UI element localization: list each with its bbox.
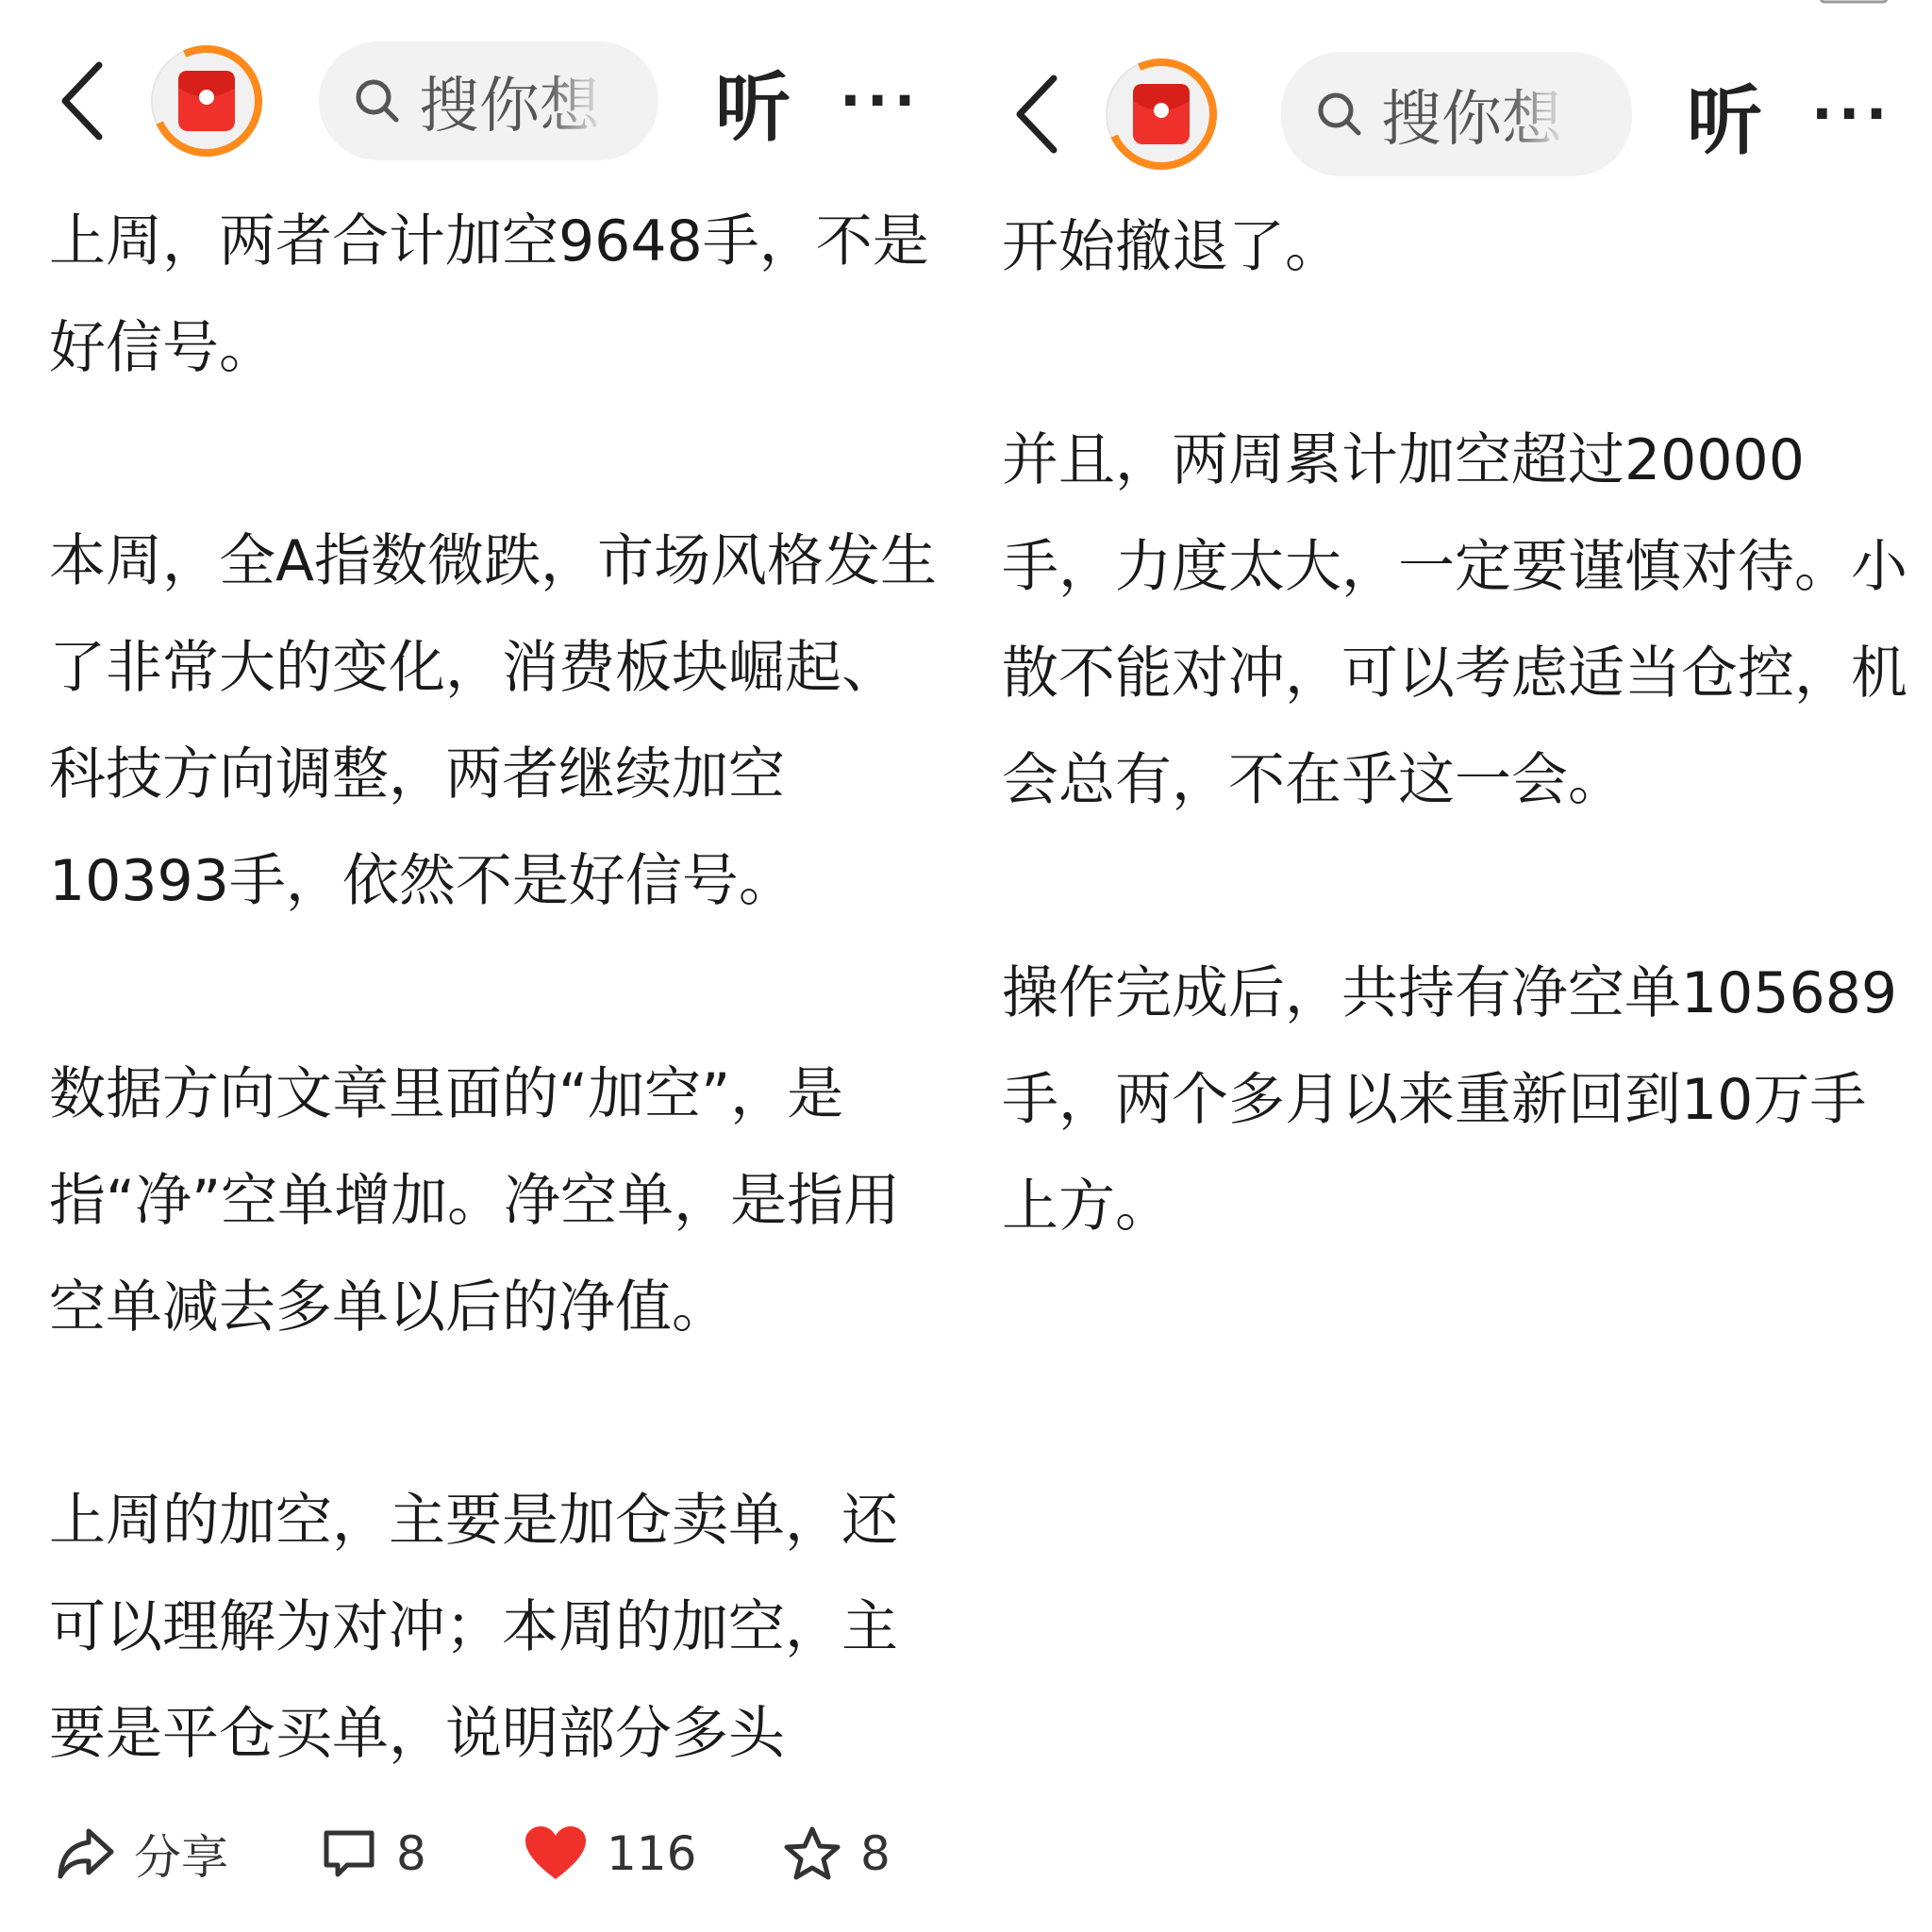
article-paragraph: 操作完成后，共持有净空单105689手，两个多月以来重新回到10万手上方。	[1002, 960, 1898, 1240]
status-bar-icons	[1019, 0, 1924, 9]
like-button[interactable]	[524, 1807, 696, 1901]
more-options-button[interactable]: ···	[1811, 81, 1893, 147]
search-box[interactable]	[319, 42, 658, 160]
top-nav-bar	[962, 43, 1932, 185]
avatar[interactable]	[1106, 58, 1217, 170]
search-icon	[353, 76, 402, 125]
right-phone-screen	[962, 0, 1932, 1932]
listen-button[interactable]: 听	[1687, 76, 1762, 165]
search-icon	[1315, 90, 1364, 139]
favorite-count: 8	[860, 1826, 891, 1881]
more-options-button[interactable]: ···	[840, 68, 922, 134]
article-body	[49, 189, 940, 1894]
progress-ring	[1090, 42, 1232, 185]
share-label: 分享	[134, 1830, 228, 1885]
comment-count: 8	[396, 1826, 426, 1881]
like-count: 116	[607, 1826, 697, 1881]
article-paragraph: 本周，全A指数微跌，市场风格发生了非常大的变化，消费板块崛起、科技方向调整，两者继续加空10393手，依然不是好信号。	[49, 528, 938, 914]
article-paragraph: 上周的加空，主要是加仓卖单，还可以理解为对冲；本周的加空，主要是平仓买单，说明部分多头	[49, 1488, 898, 1767]
search-placeholder: 搜你想	[1381, 71, 1562, 158]
progress-ring	[135, 29, 277, 172]
article-paragraph: 开始撤退了。	[1002, 214, 1341, 280]
article-body	[1002, 194, 1909, 1367]
article-paragraph: 上周，两者合计加空9648手，不是好信号。	[49, 208, 929, 381]
favorite-button[interactable]	[783, 1807, 891, 1901]
article-paragraph: 并且，两周累计加空超过20000手，力度太大，一定要谨慎对待。小散不能对冲，可以考虑适当仓控，机会总有，不在乎这一会。	[1002, 427, 1907, 813]
back-button[interactable]	[1008, 72, 1064, 157]
comment-button[interactable]	[321, 1807, 426, 1901]
top-nav-bar	[0, 30, 962, 172]
avatar[interactable]	[151, 45, 262, 157]
search-placeholder: 搜你想	[419, 58, 600, 144]
back-button[interactable]	[53, 58, 109, 143]
heart-icon	[524, 1824, 588, 1883]
status-bar	[1019, 0, 1904, 9]
left-phone-screen	[0, 0, 962, 1932]
article-paragraph: 数据方向文章里面的“加空”，是指“净”空单增加。净空单，是指用空单减去多单以后的净值。	[49, 1061, 901, 1341]
search-box[interactable]	[1281, 52, 1632, 176]
listen-button[interactable]: 听	[715, 63, 791, 152]
chevron-left-icon	[1012, 75, 1059, 154]
bottom-action-bar	[0, 1807, 962, 1901]
cropped-link-text	[1047, 1385, 1311, 1400]
share-icon	[55, 1825, 115, 1882]
chevron-left-icon	[58, 61, 105, 141]
comment-icon	[321, 1827, 377, 1880]
star-icon	[783, 1825, 841, 1882]
share-button[interactable]	[55, 1807, 228, 1901]
